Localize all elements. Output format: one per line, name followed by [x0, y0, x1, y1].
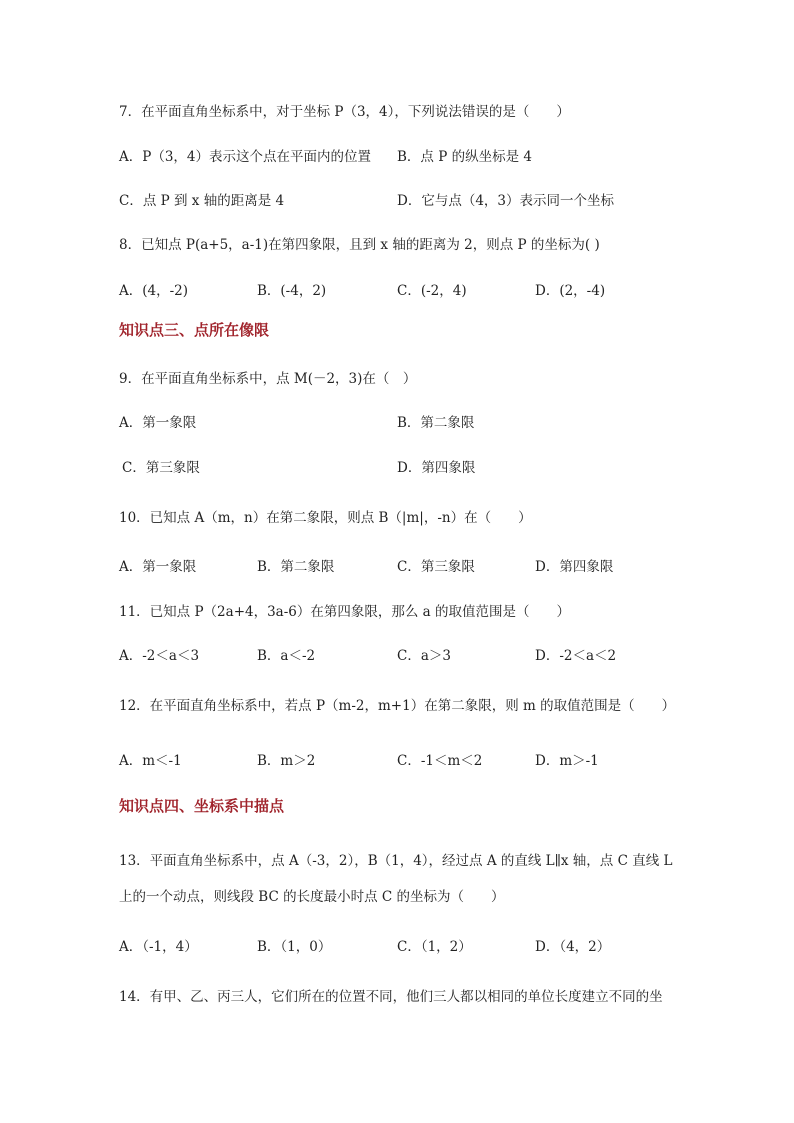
- q13-option-a: A．（-1，4）: [119, 939, 198, 955]
- q9-option-b: B．第二象限: [397, 415, 475, 431]
- q13-option-b: B．（1，0）: [257, 939, 332, 955]
- q11-option-c: C．a＞3: [397, 648, 451, 664]
- q11-option-d: D．-2＜a＜2: [535, 648, 617, 664]
- q13-stem-line2: 上的一个动点，则线段 BC 的长度最小时点 C 的坐标为（ ）: [119, 889, 505, 905]
- q10-option-d: D．第四象限: [535, 559, 614, 575]
- q9-stem: 9．在平面直角坐标系中，点 M(－2，3)在（ ）: [119, 371, 417, 387]
- q11-stem: 11．已知点 P（2a+4，3a-6）在第四象限，那么 a 的取值范围是（ ）: [119, 604, 571, 620]
- q8-option-a: A．(4，-2): [119, 283, 189, 299]
- q8-option-d: D．(2，-4): [535, 283, 606, 299]
- q9-option-d: D．第四象限: [397, 460, 476, 476]
- q9-option-c: C．第三象限: [122, 460, 200, 476]
- q12-option-d: D．m＞-1: [535, 753, 599, 769]
- q10-option-a: A．第一象限: [119, 559, 197, 575]
- q12-option-c: C．-1＜m＜2: [397, 753, 483, 769]
- q13-stem-line1: 13．平面直角坐标系中，点 A（-3，2），B（1，4），经过点 A 的直线 L∥x 轴，点 C 直线 L: [119, 853, 673, 869]
- q10-option-c: C．第三象限: [397, 559, 475, 575]
- q7-option-b: B．点 P 的纵坐标是 4: [397, 149, 532, 165]
- q7-option-d: D．它与点（4，3）表示同一个坐标: [397, 193, 615, 209]
- q8-option-b: B．(-4，2): [257, 283, 327, 299]
- q13-option-c: C．（1，2）: [397, 939, 472, 955]
- q7-option-c: C．点 P 到 x 轴的距离是 4: [119, 193, 285, 209]
- section-heading-3: 知识点三、点所在像限: [119, 321, 270, 339]
- q13-option-d: D．（4，2）: [535, 939, 611, 955]
- q11-option-b: B．a＜-2: [257, 648, 316, 664]
- section-heading-4: 知识点四、坐标系中描点: [119, 797, 285, 815]
- q12-option-a: A．m＜-1: [119, 753, 182, 769]
- q10-option-b: B．第二象限: [257, 559, 335, 575]
- q10-stem: 10．已知点 A（m，n）在第二象限，则点 B（|m|，-n）在（ ）: [119, 510, 532, 526]
- q12-stem: 12．在平面直角坐标系中，若点 P（m-2，m+1）在第二象限，则 m 的取值范围是（ ）: [119, 698, 676, 714]
- q9-option-a: A．第一象限: [119, 415, 197, 431]
- q7-stem: 7．在平面直角坐标系中，对于坐标 P（3，4），下列说法错误的是（ ）: [119, 104, 570, 120]
- q14-stem-line1: 14．有甲、乙、丙三人，它们所在的位置不同，他们三人都以相同的单位长度建立不同的坐: [119, 989, 663, 1005]
- q12-option-b: B．m＞2: [257, 753, 316, 769]
- q8-option-c: C．(-2，4): [397, 283, 467, 299]
- q8-stem: 8．已知点 P(a+5，a-1)在第四象限，且到 x 轴的距离为 2，则点 P 的坐标为( ): [119, 237, 600, 253]
- q11-option-a: A．-2＜a＜3: [119, 648, 200, 664]
- q7-option-a: A．P（3，4）表示这个点在平面内的位置: [119, 149, 372, 165]
